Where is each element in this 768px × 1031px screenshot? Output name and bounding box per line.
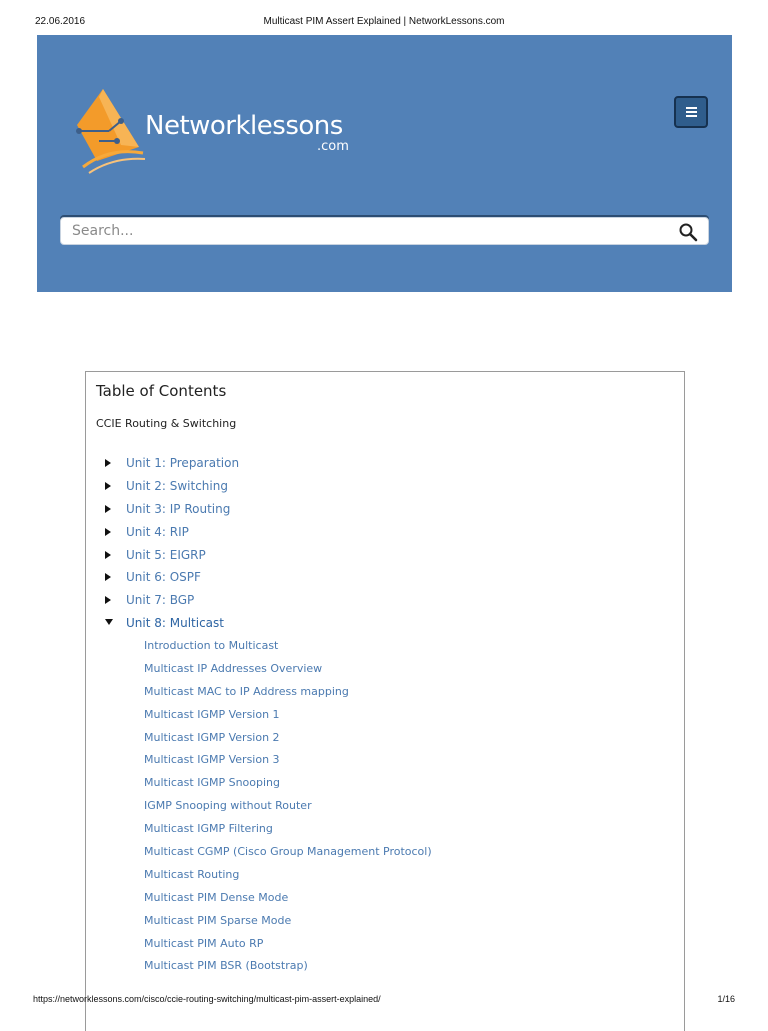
- toc-course-title: CCIE Routing & Switching: [96, 417, 237, 430]
- lesson-link[interactable]: Multicast PIM BSR (Bootstrap): [144, 959, 308, 973]
- lesson-link[interactable]: Multicast CGMP (Cisco Group Management Protocol): [144, 845, 432, 859]
- print-page-number: 1/16: [717, 994, 735, 1004]
- search-icon[interactable]: [678, 222, 698, 242]
- site-header: [37, 35, 732, 292]
- unit-item[interactable]: [86, 475, 684, 498]
- caret-right-icon[interactable]: [105, 475, 113, 498]
- unit-link[interactable]: Unit 2: Switching: [126, 478, 228, 493]
- unit-item-expanded[interactable]: [86, 612, 684, 635]
- lesson-list: [86, 635, 684, 978]
- unit-link[interactable]: Unit 6: OSPF: [126, 570, 201, 585]
- unit-link-active[interactable]: Unit 8: Multicast: [126, 616, 224, 631]
- unit-link[interactable]: Unit 3: IP Routing: [126, 501, 231, 516]
- caret-down-icon[interactable]: [105, 612, 113, 635]
- unit-link[interactable]: Unit 5: EIGRP: [126, 547, 206, 562]
- lesson-link[interactable]: Multicast PIM Auto RP: [144, 936, 264, 950]
- caret-right-icon[interactable]: [105, 452, 113, 475]
- caret-right-icon[interactable]: [105, 498, 113, 521]
- lesson-link[interactable]: Multicast IGMP Version 2: [144, 730, 280, 744]
- lesson-link[interactable]: Multicast IGMP Snooping: [144, 776, 281, 790]
- caret-right-icon[interactable]: [105, 566, 113, 589]
- unit-link[interactable]: Unit 7: BGP: [126, 593, 195, 608]
- print-footer: [0, 994, 768, 1010]
- lesson-link[interactable]: IGMP Snooping without Router: [144, 799, 312, 813]
- caret-right-icon[interactable]: [105, 589, 113, 612]
- unit-link[interactable]: Unit 1: Preparation: [126, 456, 240, 470]
- unit-item[interactable]: [86, 498, 684, 521]
- print-url: https://networklessons.com/cisco/ccie-routing-switching/multicast-pim-assert-explained/: [33, 994, 381, 1004]
- unit-item[interactable]: [86, 544, 684, 567]
- unit-link[interactable]: Unit 4: RIP: [126, 524, 189, 539]
- lesson-link[interactable]: Multicast IP Addresses Overview: [144, 661, 323, 675]
- search-input[interactable]: [72, 222, 652, 240]
- caret-right-icon[interactable]: [105, 521, 113, 544]
- lesson-link[interactable]: Multicast PIM Sparse Mode: [144, 913, 292, 927]
- lesson-link[interactable]: Multicast PIM Dense Mode: [144, 890, 289, 904]
- table-of-contents: [85, 371, 685, 1031]
- lesson-link[interactable]: Multicast IGMP Version 1: [144, 707, 280, 721]
- lesson-link[interactable]: Multicast IGMP Filtering: [144, 822, 273, 836]
- lesson-link[interactable]: Multicast MAC to IP Address mapping: [144, 684, 349, 698]
- search-box: [60, 217, 709, 245]
- site-logo[interactable]: [69, 87, 359, 177]
- lesson-link[interactable]: Multicast Routing: [144, 867, 240, 881]
- unit-list: [86, 452, 684, 635]
- lesson-link[interactable]: Introduction to Multicast: [144, 639, 279, 652]
- unit-item[interactable]: [86, 589, 684, 612]
- toc-title: Table of Contents: [96, 382, 227, 400]
- print-date: 22.06.2016: [35, 16, 86, 27]
- unit-item[interactable]: [86, 452, 684, 475]
- print-page-title: Multicast PIM Assert Explained | NetworkLessons.com: [263, 16, 505, 27]
- unit-item[interactable]: [86, 521, 684, 544]
- lesson-link[interactable]: Multicast IGMP Version 3: [144, 753, 280, 767]
- logo-text: Networklessons: [145, 111, 343, 141]
- logo-emblem-icon: [69, 87, 149, 177]
- menu-toggle-button[interactable]: [674, 96, 708, 128]
- unit-item[interactable]: [86, 566, 684, 589]
- print-header: [0, 16, 768, 32]
- logo-domain: .com: [317, 139, 349, 154]
- caret-right-icon[interactable]: [105, 544, 113, 567]
